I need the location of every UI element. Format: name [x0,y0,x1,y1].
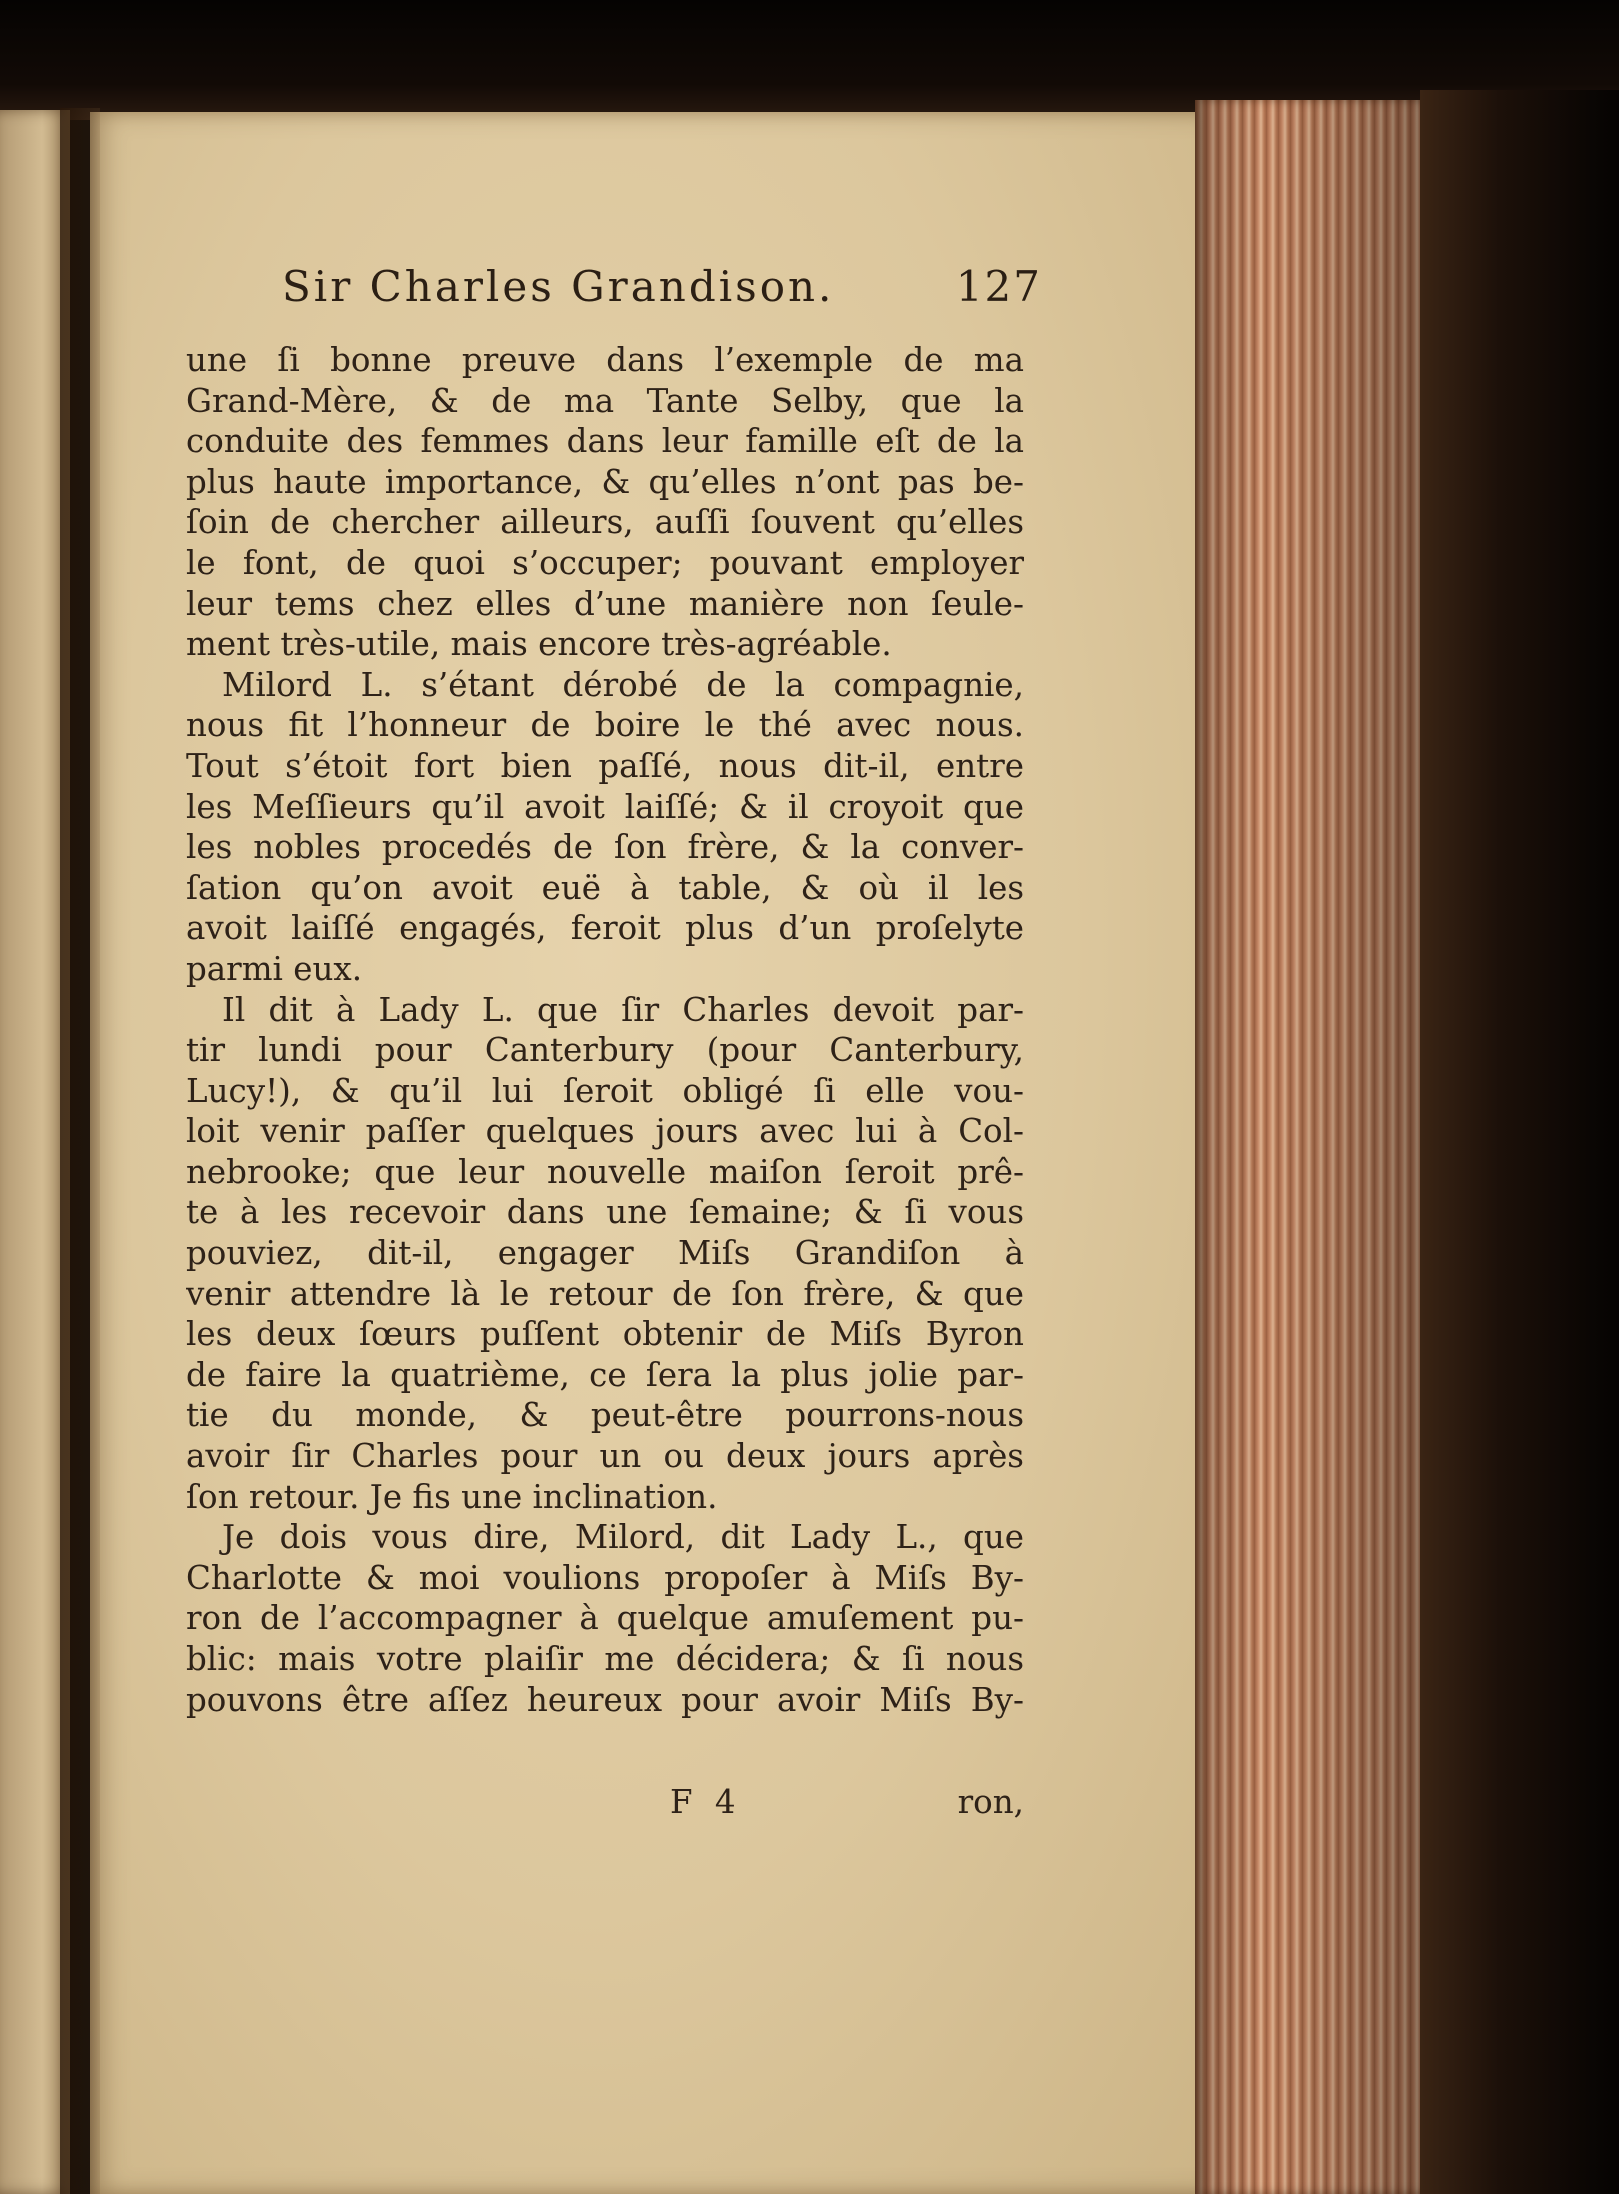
text-line: les Meſſieurs qu’il avoit laiſſé; & il croyoit que [186,787,1024,826]
text-line: pouviez, dit-il, engager Miſs Grandiſon à [186,1234,1024,1273]
text-line: les nobles procedés de ſon frère, & la conver- [186,828,1024,867]
text-line: parmi eux. [186,949,363,988]
running-title: Sir Charles Grandison. [282,262,835,311]
text-line: leur tems chez elles d’une manière non ſeule- [186,584,1024,623]
text-line: Tout s’étoit fort bien paſſé, nous dit-il, entre [186,746,1024,785]
page-number: 127 [955,262,1042,311]
text-line: Charlotte & moi voulions propoſer à Miſs By- [186,1558,1024,1597]
back-cover [1420,90,1619,2194]
text-line: pouvons être aſſez heureux pour avoir Miſs By- [186,1680,1024,1719]
text-line: avoit laiſſé engagés, feroit plus d’un proſelyte [186,909,1024,948]
page-footer [186,1783,1024,1827]
text-line: ſoin de chercher ailleurs, auſſi ſouvent qu’elles [186,503,1024,542]
text-line: de faire la quatrième, ce ſera la plus jolie par- [186,1355,1024,1394]
text-line: Je dois vous dire, Milord, dit Lady L., que [222,1518,1024,1557]
text-line: loit venir paſſer quelques jours avec lui à Col- [186,1112,1024,1151]
page-fore-edges-shade [1195,100,1425,2194]
text-line: ſation qu’on avoit euë à table, & où il les [186,868,1024,907]
text-line: les deux ſœurs puſſent obtenir de Miſs Byron [186,1315,1024,1354]
text-line: Il dit à Lady L. que ſir Charles devoit par- [222,990,1024,1029]
text-line: conduite des femmes dans leur famille eſt de la [186,422,1024,461]
text-line: venir attendre là le retour de ſon frère, & que [186,1274,1024,1313]
text-line: tir lundi pour Canterbury (pour Canterbury, [186,1031,1024,1070]
text-line: une ſi bonne preuve dans l’exemple de ma [186,341,1024,379]
text-line: le font, de quoi s’occuper; pouvant employer [186,543,1024,582]
catchword: ron, [957,1783,1024,1821]
text-line: tie du monde, & peut-être pourrons-nous [186,1396,1024,1435]
gutter-shadow [60,108,100,2194]
text-line: plus haute importance, & qu’elles n’ont pas be- [186,462,1024,501]
text-line: Lucy!), & qu’il lui ſeroit obligé ſi elle vou- [186,1071,1024,1110]
text-line: ment très-utile, mais encore très-agréable. [186,625,892,664]
running-head [282,262,1042,318]
text-line: blic: mais votre plaiſir me décidera; & ſi nous [186,1640,1024,1678]
text-line: Grand-Mère, & de ma Tante Selby, que la [186,381,1024,420]
text-line: ſon retour. Je fis une inclination. [186,1477,718,1516]
signature-mark: F 4 [670,1783,742,1821]
text-line: nebrooke; que leur nouvelle maiſon ſeroit prê- [186,1152,1024,1191]
text-line: Milord L. s’étant dérobé de la compagnie, [222,665,1024,704]
text-line: ron de l’accompagner à quelque amuſement pu- [186,1599,1024,1638]
text-line: nous fit l’honneur de boire le thé avec nous. [186,706,1024,745]
body-text [186,340,1024,1720]
text-line: avoir ſir Charles pour un ou deux jours après [186,1437,1024,1476]
text-line: te à les recevoir dans une ſemaine; & ſi vous [186,1193,1024,1232]
